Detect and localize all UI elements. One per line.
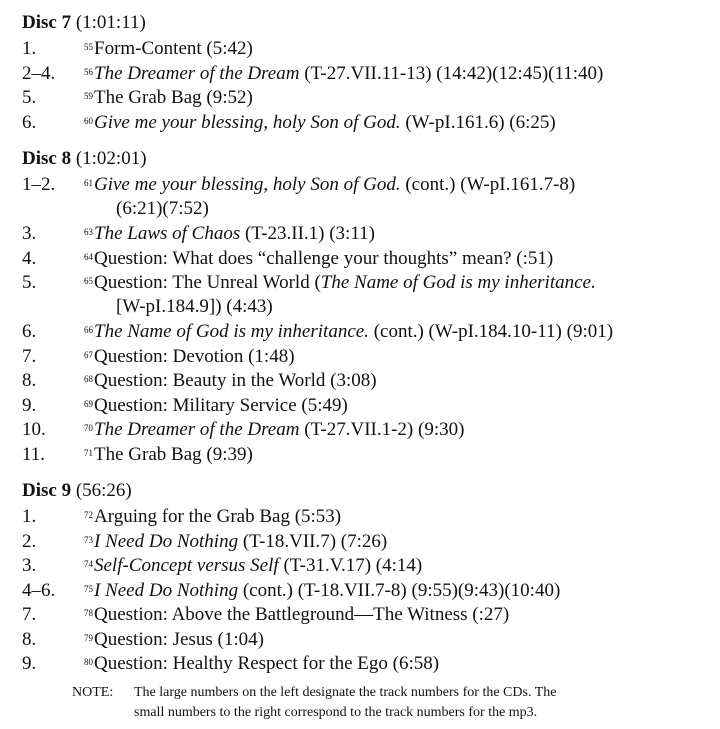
track-title	[84, 320, 613, 344]
track-title-part: Self-Concept versus Self	[94, 555, 279, 576]
track-title-part: The Grab Bag (9:39)	[94, 443, 253, 465]
cd-track-number: 9.	[22, 653, 37, 674]
cd-track-number: 10.	[22, 419, 46, 440]
mp3-track-number: 70	[84, 423, 93, 433]
track-title-part: The Name of God is my inheritance.	[94, 321, 369, 342]
mp3-track-number: 74	[84, 559, 93, 569]
disc-heading	[22, 12, 146, 34]
cd-track-number: 4–6.	[22, 579, 56, 601]
track-title-part: Question: What does “challenge your thoughts” mean? (:51)	[94, 247, 554, 269]
mp3-track-number: 60	[84, 115, 93, 126]
cd-track-number: 8.	[22, 628, 37, 650]
track-title-part: I Need Do Nothing	[94, 579, 239, 601]
track-title-part: (T-18.VII.7) (7:26)	[238, 530, 388, 552]
track-title-part: Question: Jesus (1:04)	[94, 628, 264, 650]
cd-track-number: 11.	[22, 443, 46, 465]
disc-label: Disc 7	[22, 12, 72, 33]
track-title	[84, 37, 253, 61]
cd-track-number: 1.	[22, 506, 37, 527]
cd-track-number: 1.	[22, 38, 37, 59]
track-title	[84, 86, 253, 110]
track-title	[84, 603, 509, 627]
track-title-part: Give me your blessing, holy Son of God.	[94, 111, 401, 133]
track-title-part: The Grab Bag (9:52)	[94, 87, 253, 108]
disc-label: Disc 9	[22, 480, 72, 501]
track-title	[84, 579, 560, 603]
mp3-track-number: 59	[84, 91, 93, 101]
disc-heading	[22, 480, 132, 502]
track-title-part: (W-pI.161.6) (6:25)	[400, 111, 556, 133]
mp3-track-number: 78	[84, 608, 93, 618]
track-title-part: Arguing for the Grab Bag (5:53)	[94, 506, 342, 527]
note-line-2: small numbers to the right correspond to the track numbers for the mp3.	[134, 705, 538, 720]
track-title-part: The Laws of Chaos	[94, 223, 241, 244]
track-title-part: (cont.) (W-pI.161.7-8)	[400, 174, 576, 195]
cd-track-number: 5.	[22, 272, 37, 293]
cd-track-number: 3.	[22, 223, 37, 244]
track-title	[84, 530, 387, 554]
track-title-part: Question: Beauty in the World (3:08)	[94, 370, 377, 391]
cd-track-number: 9.	[22, 394, 37, 416]
mp3-track-number: 61	[84, 178, 93, 188]
cd-track-number: 2–4.	[22, 62, 56, 84]
disc-duration: (56:26)	[75, 480, 132, 501]
mp3-track-number: 56	[84, 66, 93, 77]
note-line-1: The large numbers on the left designate the track numbers for the CDs. The	[134, 685, 557, 700]
track-title-part: The Dreamer of the Dream	[94, 419, 300, 440]
mp3-track-number: 80	[84, 657, 93, 667]
track-title-part: (cont.) (W-pI.184.10-11) (9:01)	[368, 321, 614, 342]
mp3-track-number: 67	[84, 349, 93, 360]
disc-duration: (1:02:01)	[75, 148, 147, 169]
mp3-track-number: 73	[84, 534, 93, 545]
disc-label: Disc 8	[22, 148, 72, 169]
track-title-part: (T-23.II.1) (3:11)	[240, 223, 375, 244]
track-title-part: Question: The Unreal World (	[94, 272, 321, 293]
track-title-part: Give me your blessing, holy Son of God.	[94, 174, 401, 195]
cd-track-number: 4.	[22, 247, 37, 269]
track-title-part: (6:21)(7:52)	[116, 197, 209, 219]
track-title-part: (T-27.VII.11-13) (14:42)(12:45)(11:40)	[299, 62, 604, 84]
track-title-part: (cont.) (T-18.VII.7-8) (9:55)(9:43)(10:40)	[238, 579, 561, 601]
cd-track-number: 3.	[22, 555, 37, 576]
track-title	[84, 554, 422, 578]
track-title-part: (T-31.V.17) (4:14)	[278, 555, 423, 576]
mp3-track-number: 71	[84, 447, 93, 458]
track-title	[84, 394, 348, 418]
track-title	[84, 222, 375, 246]
cd-track-number: 5.	[22, 87, 37, 108]
cd-track-number: 7.	[22, 604, 37, 625]
track-title	[84, 62, 603, 86]
cd-track-number: 1–2.	[22, 174, 56, 195]
track-title	[84, 369, 377, 393]
track-title	[84, 628, 264, 652]
track-title	[84, 505, 341, 529]
track-title-part: Question: Healthy Respect for the Ego (6:58)	[94, 653, 440, 674]
track-title	[84, 443, 253, 467]
track-title	[84, 247, 553, 271]
track-title-part: (T-27.VII.1-2) (9:30)	[299, 419, 465, 440]
mp3-track-number: 55	[84, 42, 93, 52]
mp3-track-number: 64	[84, 251, 93, 262]
mp3-track-number: 66	[84, 325, 93, 335]
cd-track-number: 2.	[22, 530, 37, 552]
track-title-part: Form-Content (5:42)	[94, 38, 253, 59]
track-title	[84, 652, 439, 676]
mp3-track-number: 79	[84, 632, 93, 643]
track-title-part: [W-pI.184.9]) (4:43)	[116, 295, 273, 317]
mp3-track-number: 72	[84, 510, 93, 520]
cd-track-number: 7.	[22, 345, 37, 367]
disc-duration: (1:01:11)	[75, 12, 146, 33]
cd-track-number: 8.	[22, 370, 37, 391]
track-title-continuation	[116, 296, 273, 318]
mp3-track-number: 63	[84, 227, 93, 237]
cd-track-number: 6.	[22, 111, 37, 133]
disc-heading	[22, 148, 147, 170]
track-title-part: Question: Military Service (5:49)	[94, 394, 348, 416]
track-title	[84, 111, 556, 135]
mp3-track-number: 68	[84, 374, 93, 384]
track-title	[84, 173, 575, 197]
track-title	[84, 418, 464, 442]
mp3-track-number: 65	[84, 276, 93, 286]
mp3-track-number: 75	[84, 583, 93, 594]
track-title-part: Question: Devotion (1:48)	[94, 345, 295, 367]
track-title	[84, 271, 596, 295]
track-title-part: I Need Do Nothing	[94, 530, 239, 552]
note-label: NOTE:	[72, 685, 114, 700]
track-title-part: Question: Above the Battleground—The Witness (:27)	[94, 604, 510, 625]
track-title-continuation	[116, 198, 209, 220]
track-title	[84, 345, 295, 369]
track-title-part: The Name of God is my inheritance.	[320, 272, 596, 293]
track-title-part: The Dreamer of the Dream	[94, 62, 300, 84]
mp3-track-number: 69	[84, 398, 93, 409]
cd-track-number: 6.	[22, 321, 37, 342]
